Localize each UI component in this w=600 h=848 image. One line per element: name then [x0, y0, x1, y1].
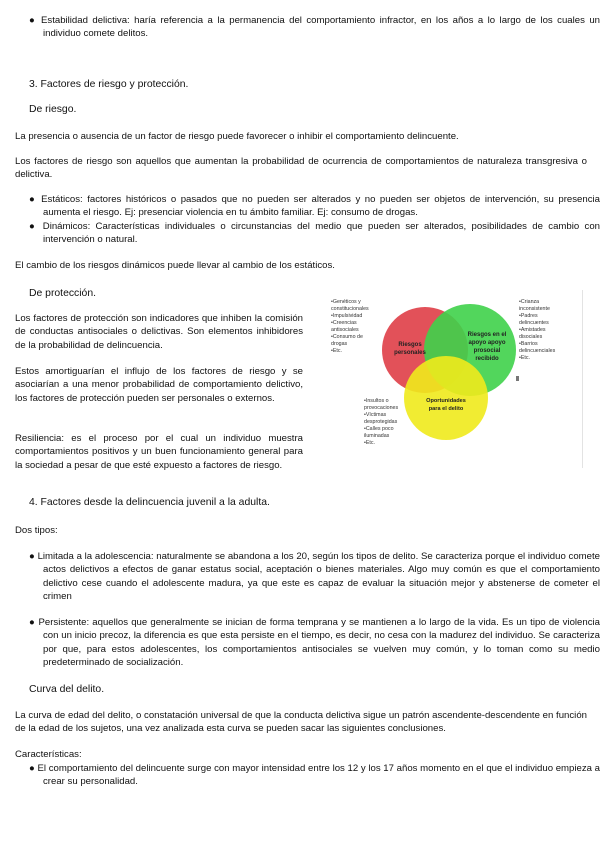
bottom-list-item: •Etc.: [364, 440, 375, 446]
left-list-item: •Genéticos y: [331, 299, 361, 305]
paragraph-factores: Los factores de riesgo son aquellos que aumentan la probabilidad de ocurrencia de comportamientos de naturaleza transgresiva o delictiva.: [15, 156, 587, 181]
bottom-list-item: •Víctimas: [364, 412, 387, 418]
label-apoyo: apoyo apoyo: [468, 340, 506, 346]
right-list-item: delincuentes: [519, 320, 549, 326]
paragraph-resiliencia: Resiliencia: es el proceso por el cual un individuo muestra comportamientos positivos y un buen funcionamiento general para la sociedad a pesar de que esté expuesto a factores de riesgo.: [15, 433, 303, 471]
bottom-list-item: desprotegidas: [364, 419, 398, 425]
bullet-estaticos: ● Estáticos: factores históricos o pasados que no pueden ser alterados y no pueden ser objetos de intervención, su presencia aumenta el riesgo. Ej: presenciar violencia en tu ámbito familiar. Ej: consumo de drogas.: [29, 194, 600, 219]
diagram-marker: [516, 376, 519, 381]
left-list-item: constitucionales: [331, 306, 369, 312]
paragraph-cambio: El cambio de los riesgos dinámicos puede llevar al cambio de los estáticos.: [15, 260, 335, 271]
diagram-edge-line: [582, 290, 583, 468]
left-list-item: antisociales: [331, 327, 359, 333]
bullet-comportamiento: ● El comportamiento del delincuente surge con mayor intensidad entre los 12 y los 17 años momento en el que el individuo empieza a crear su personalidad.: [29, 763, 600, 788]
left-list-item: drogas: [331, 341, 348, 347]
bottom-list-item: provocaciones: [364, 405, 399, 411]
left-list-item: •Impulsividad: [331, 313, 363, 319]
bullet-estabilidad: ● Estabilidad delictiva: haría referencia a la permanencia del comportamiento infractor, en los años a lo largo de los cuales un individuo comete delitos.: [29, 15, 600, 40]
risk-factors-diagram: [320, 290, 590, 468]
right-list-item: •Amistades: [519, 327, 546, 333]
bottom-list-item: •Insultos o: [364, 398, 389, 404]
right-list-item: delincuenciales: [519, 348, 556, 354]
heading-3: 3. Factores de riesgo y protección.: [29, 79, 189, 90]
right-list-item: •Barrios: [519, 341, 538, 347]
bullet-persistente: ● Persistente: aquellos que generalmente se inician de forma temprana y se mantienen a lo largo de la vida. Es un tipo de violencia con un inicio precoz, la diferencia es que esta persiste en el tiempo, es decir, no cesa con la madurez del individuo. Se caracteriza por que, para estos adolescentes, los comportamientos antisociales se vuelven muy común, y lo toman como su medio predeterminado de socialización.: [29, 617, 600, 669]
subheading-curva: Curva del delito.: [29, 684, 105, 695]
bottom-list-item: •Calles poco: [364, 426, 394, 432]
paragraph-caracteristicas: Características:: [15, 749, 82, 760]
paragraph-curva: La curva de edad del delito, o constatación universal de que la conducta delictiva sigue un patrón ascendente-descendente en función de la edad de los sujetos, una vez analizada esta curva se pueden sacar las siguientes conclusiones.: [15, 710, 587, 735]
subheading-riesgo: De riesgo.: [29, 104, 77, 115]
paragraph-dos-tipos: Dos tipos:: [15, 525, 58, 536]
bottom-list-item: iluminadas: [364, 433, 390, 439]
right-list-item: •Crianza: [519, 299, 540, 305]
label-oportunidades: Oportunidades: [426, 398, 466, 404]
right-list-item: •Etc.: [519, 355, 530, 361]
right-list-item: •Padres: [519, 313, 538, 319]
label-prosocial: prosocial: [473, 348, 501, 354]
left-list-item: •Creencias: [331, 320, 357, 326]
left-list-item: •Etc.: [331, 348, 342, 354]
right-list-item: disociales: [519, 334, 543, 340]
label-riesgos: Riesgos: [398, 342, 422, 348]
label-recibido: recibido: [475, 356, 499, 362]
label-personales: personales: [394, 350, 426, 356]
bullet-dinamicos: ● Dinámicos: Características individuales o circunstancias del medio que pueden ser alterados, posibilidades de cambio con intervención o natural.: [29, 221, 600, 246]
bullet-limitada: ● Limitada a la adolescencia: naturalmente se abandona a los 20, según los tipos de delito. Se caracteriza porque el individuo comete actos delictivos a efectos de ganar estatus social, aceptación o bienes materiales. Algo muy común es que el comportamiento delictivo cese cuando el adolescente madura, ya que este es capaz de evaluar la situación mejor y abstenerse de cometer el crimen: [29, 551, 600, 603]
paragraph-estos: Estos amortiguarían el influjo de los factores de riesgo y se asociarían a una menor probabilidad de comportamiento delictivo, los factores de protección pueden ser personales o externos.: [15, 366, 303, 404]
label-para-el-delito: para el delito: [428, 406, 464, 412]
subheading-proteccion: De protección.: [29, 288, 96, 299]
right-list-item: inconsistente: [519, 306, 550, 312]
paragraph-presencia: La presencia o ausencia de un factor de riesgo puede favorecer o inhibir el comportamiento delincuente.: [15, 131, 459, 142]
left-list-item: •Consumo de: [331, 334, 363, 340]
paragraph-proteccion: Los factores de protección son indicadores que inhiben la comisión de conductas antisociales o delictivas. Son elementos inhibidores de la probabilidad de delincuencia.: [15, 313, 303, 351]
heading-4: 4. Factores desde la delincuencia juvenil a la adulta.: [29, 497, 270, 508]
label-riesgos-en-el: Riesgos en el: [467, 332, 507, 338]
